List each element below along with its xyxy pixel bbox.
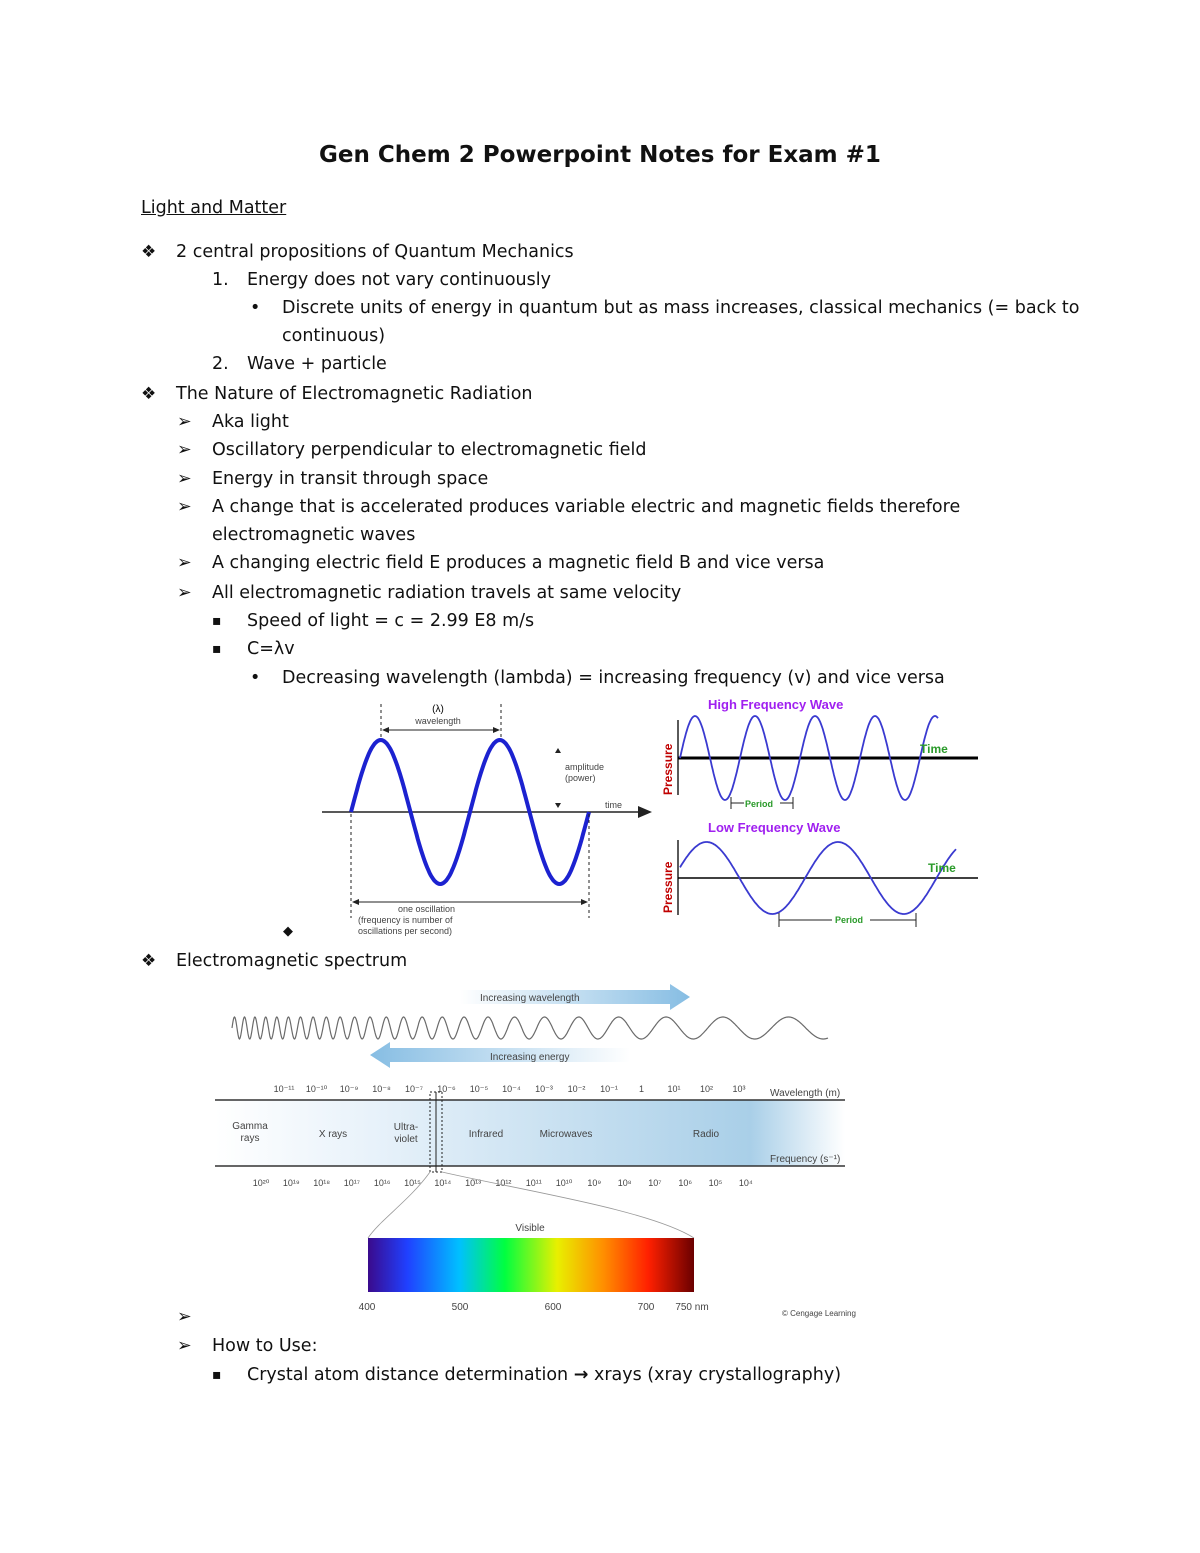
- emr-point-3: Energy in transit through space: [212, 469, 489, 489]
- visible-tick-400: 400: [358, 1302, 376, 1313]
- wavelength-tick-label: 10⁻⁵: [469, 1084, 489, 1094]
- time-label-high: Time: [920, 742, 948, 756]
- how-to-use-item-prefix: Crystal atom distance determination: [247, 1365, 569, 1385]
- region-microwaves: Microwaves: [539, 1129, 593, 1140]
- frequency-tick-label: 10⁴: [738, 1178, 753, 1188]
- amplitude-down-icon: [555, 803, 561, 808]
- lambda-label: (λ): [432, 704, 444, 715]
- diamond-bullet-icon: ❖: [141, 242, 157, 262]
- wavelength-tick-label: 10⁻³: [535, 1084, 553, 1094]
- amplitude-label: amplitude: [565, 762, 605, 772]
- frequency-tick-label: 10²⁰: [252, 1178, 270, 1188]
- wavelength-tick-labels: [274, 1084, 746, 1094]
- emr-sub-2: C=λv: [247, 639, 295, 659]
- frequency-tick-label: 10¹⁷: [343, 1178, 361, 1188]
- square-bullet-icon: ▪: [212, 613, 222, 629]
- wavelength-tick-label: 10¹: [667, 1084, 681, 1094]
- square-bullet-icon: ▪: [212, 1367, 222, 1383]
- wavelength-diagram: [318, 698, 658, 940]
- period-label-high: Period: [745, 799, 774, 809]
- region-gamma: Gamma: [232, 1121, 268, 1132]
- arrow-bullet-icon: ➢: [177, 469, 192, 489]
- frequency-tick-label: 10¹⁴: [434, 1178, 452, 1188]
- period-label-low: Period: [835, 915, 864, 925]
- visible-tick-750: 750 nm: [675, 1302, 709, 1313]
- dot-bullet-icon: •: [250, 668, 261, 688]
- frequency-tick-label: 10⁹: [587, 1178, 602, 1188]
- visible-tick-600: 600: [544, 1302, 562, 1313]
- emr-point-5: A changing electric field E produces a magnetic field B and vice versa: [212, 553, 825, 573]
- qm-item1-number: 1.: [212, 270, 229, 290]
- frequency-tick-label: 10¹⁰: [555, 1178, 573, 1188]
- visible-spectrum-bar: [368, 1238, 694, 1292]
- qm-item1-sub-line1: Discrete units of energy in quantum but as mass increases, classical mechanics (= back to: [282, 298, 1080, 318]
- qm-item2-number: 2.: [212, 354, 229, 374]
- square-bullet-icon: ▪: [212, 641, 222, 657]
- pressure-label-high: Pressure: [661, 743, 675, 795]
- frequency-tick-label: 10¹¹: [525, 1178, 542, 1188]
- how-to-use-heading: How to Use:: [212, 1336, 318, 1356]
- em-spectrum-figure: [200, 980, 860, 1320]
- wavelength-tick-label: 10²: [699, 1084, 714, 1094]
- figure-credit: © Cengage Learning: [782, 1309, 856, 1318]
- arrow-bullet-icon: ➢: [177, 1336, 192, 1356]
- section-heading: Light and Matter: [141, 198, 287, 218]
- emr-point-6: All electromagnetic radiation travels at same velocity: [212, 583, 682, 603]
- region-radio: Radio: [692, 1129, 720, 1140]
- region-rays: rays: [240, 1133, 260, 1144]
- time-label-low: Time: [928, 861, 956, 875]
- arrow-bullet-icon: ➢: [177, 1307, 192, 1327]
- wavelength-axis-label: Wavelength (m): [770, 1088, 841, 1099]
- frequency-tick-label: 10¹⁶: [373, 1178, 391, 1188]
- arrow-bullet-icon: ➢: [177, 412, 192, 432]
- diamond-bullet-icon: ❖: [141, 384, 157, 404]
- frequency-tick-label: 10¹⁸: [313, 1178, 331, 1188]
- frequency-tick-labels: [253, 1178, 753, 1188]
- region-ultra: Ultra-: [393, 1122, 419, 1133]
- frequency-tick-label: 10¹⁵: [404, 1178, 421, 1188]
- amplitude-up-icon: [555, 748, 561, 753]
- qm-item2: Wave + particle: [247, 354, 387, 374]
- arrow-bullet-icon: ➢: [177, 497, 192, 517]
- visible-label: Visible: [515, 1223, 545, 1234]
- oscillation-label-2: (frequency is number of: [358, 915, 453, 925]
- low-frequency-title: Low Frequency Wave: [708, 820, 841, 835]
- region-xrays: X rays: [318, 1129, 348, 1140]
- wavelength-tick-label: 1: [638, 1084, 645, 1094]
- small-diamond-bullet-icon: ◆: [283, 924, 293, 939]
- increasing-wavelength-label: Increasing wavelength: [480, 993, 580, 1004]
- how-to-use-item: [247, 1364, 841, 1386]
- emr-sub-2-detail: Decreasing wavelength (lambda) = increasing frequency (v) and vice versa: [282, 668, 945, 688]
- time-label: time: [605, 800, 623, 810]
- oscillation-label-3: oscillations per second): [358, 926, 453, 936]
- high-frequency-title: High Frequency Wave: [708, 697, 844, 712]
- wavelength-tick-label: 10⁻¹¹: [273, 1084, 295, 1094]
- frequency-tick-label: 10⁵: [708, 1178, 723, 1188]
- qm-item1-sub-line2: continuous): [282, 326, 386, 346]
- qm-heading: 2 central propositions of Quantum Mechanics: [176, 242, 574, 262]
- frequency-tick-label: 10¹⁹: [282, 1178, 300, 1188]
- frequency-tick-label: 10⁸: [617, 1178, 632, 1188]
- oscillation-label-1: one oscillation: [398, 904, 456, 914]
- chirp-wave: [232, 1017, 828, 1039]
- increasing-energy-label: Increasing energy: [490, 1052, 570, 1063]
- wavelength-tick-label: 10⁻⁶: [437, 1084, 456, 1094]
- wavelength-tick-label: 10⁻⁹: [339, 1084, 359, 1094]
- frequency-tick-label: 10¹³: [465, 1178, 482, 1188]
- spectrum-heading: Electromagnetic spectrum: [176, 951, 408, 971]
- region-infrared: Infrared: [468, 1129, 504, 1140]
- time-arrow-icon: [638, 806, 652, 818]
- visible-tick-700: 700: [637, 1302, 655, 1313]
- wavelength-tick-label: 10⁻¹⁰: [305, 1084, 328, 1094]
- region-violet: violet: [394, 1134, 418, 1145]
- emr-point-2: Oscillatory perpendicular to electromagnetic field: [212, 440, 647, 460]
- qm-item1: Energy does not vary continuously: [247, 270, 551, 290]
- wavelength-tick-label: 10⁻⁴: [502, 1084, 521, 1094]
- frequency-axis-label: Frequency (s⁻¹): [770, 1154, 841, 1165]
- visible-tick-500: 500: [451, 1302, 469, 1313]
- wavelength-tick-label: 10⁻⁷: [404, 1084, 424, 1094]
- pressure-label-low: Pressure: [661, 861, 675, 913]
- frequency-tick-label: 10⁶: [678, 1178, 693, 1188]
- emr-heading: The Nature of Electromagnetic Radiation: [176, 384, 533, 404]
- wavelength-tick-label: 10⁻²: [567, 1084, 586, 1094]
- frequency-diagrams: [658, 695, 982, 935]
- power-label: (power): [565, 773, 596, 783]
- arrow-bullet-icon: ➢: [177, 553, 192, 573]
- dot-bullet-icon: •: [250, 298, 261, 318]
- emr-point-4-line2: electromagnetic waves: [212, 525, 416, 545]
- wavelength-label: wavelength: [415, 716, 461, 726]
- arrow-bullet-icon: ➢: [177, 440, 192, 460]
- emr-point-1: Aka light: [212, 412, 289, 432]
- right-arrow-icon: →: [573, 1365, 589, 1385]
- wavelength-tick-label: 10³: [732, 1084, 746, 1094]
- arrow-bullet-icon: ➢: [177, 583, 192, 603]
- how-to-use-item-suffix: xrays (xray crystallography): [593, 1365, 842, 1385]
- wavelength-tick-label: 10⁻¹: [600, 1084, 618, 1094]
- frequency-tick-label: 10⁷: [648, 1178, 662, 1188]
- wavelength-tick-label: 10⁻⁸: [372, 1084, 391, 1094]
- emr-sub-1: Speed of light = c = 2.99 E8 m/s: [247, 611, 535, 631]
- spectrum-bar: [215, 1100, 845, 1166]
- emr-point-4-line1: A change that is accelerated produces variable electric and magnetic fields therefore: [212, 497, 961, 517]
- frequency-tick-label: 10¹²: [495, 1178, 512, 1188]
- diamond-bullet-icon: ❖: [141, 951, 157, 971]
- page-title: Gen Chem 2 Powerpoint Notes for Exam #1: [319, 142, 881, 168]
